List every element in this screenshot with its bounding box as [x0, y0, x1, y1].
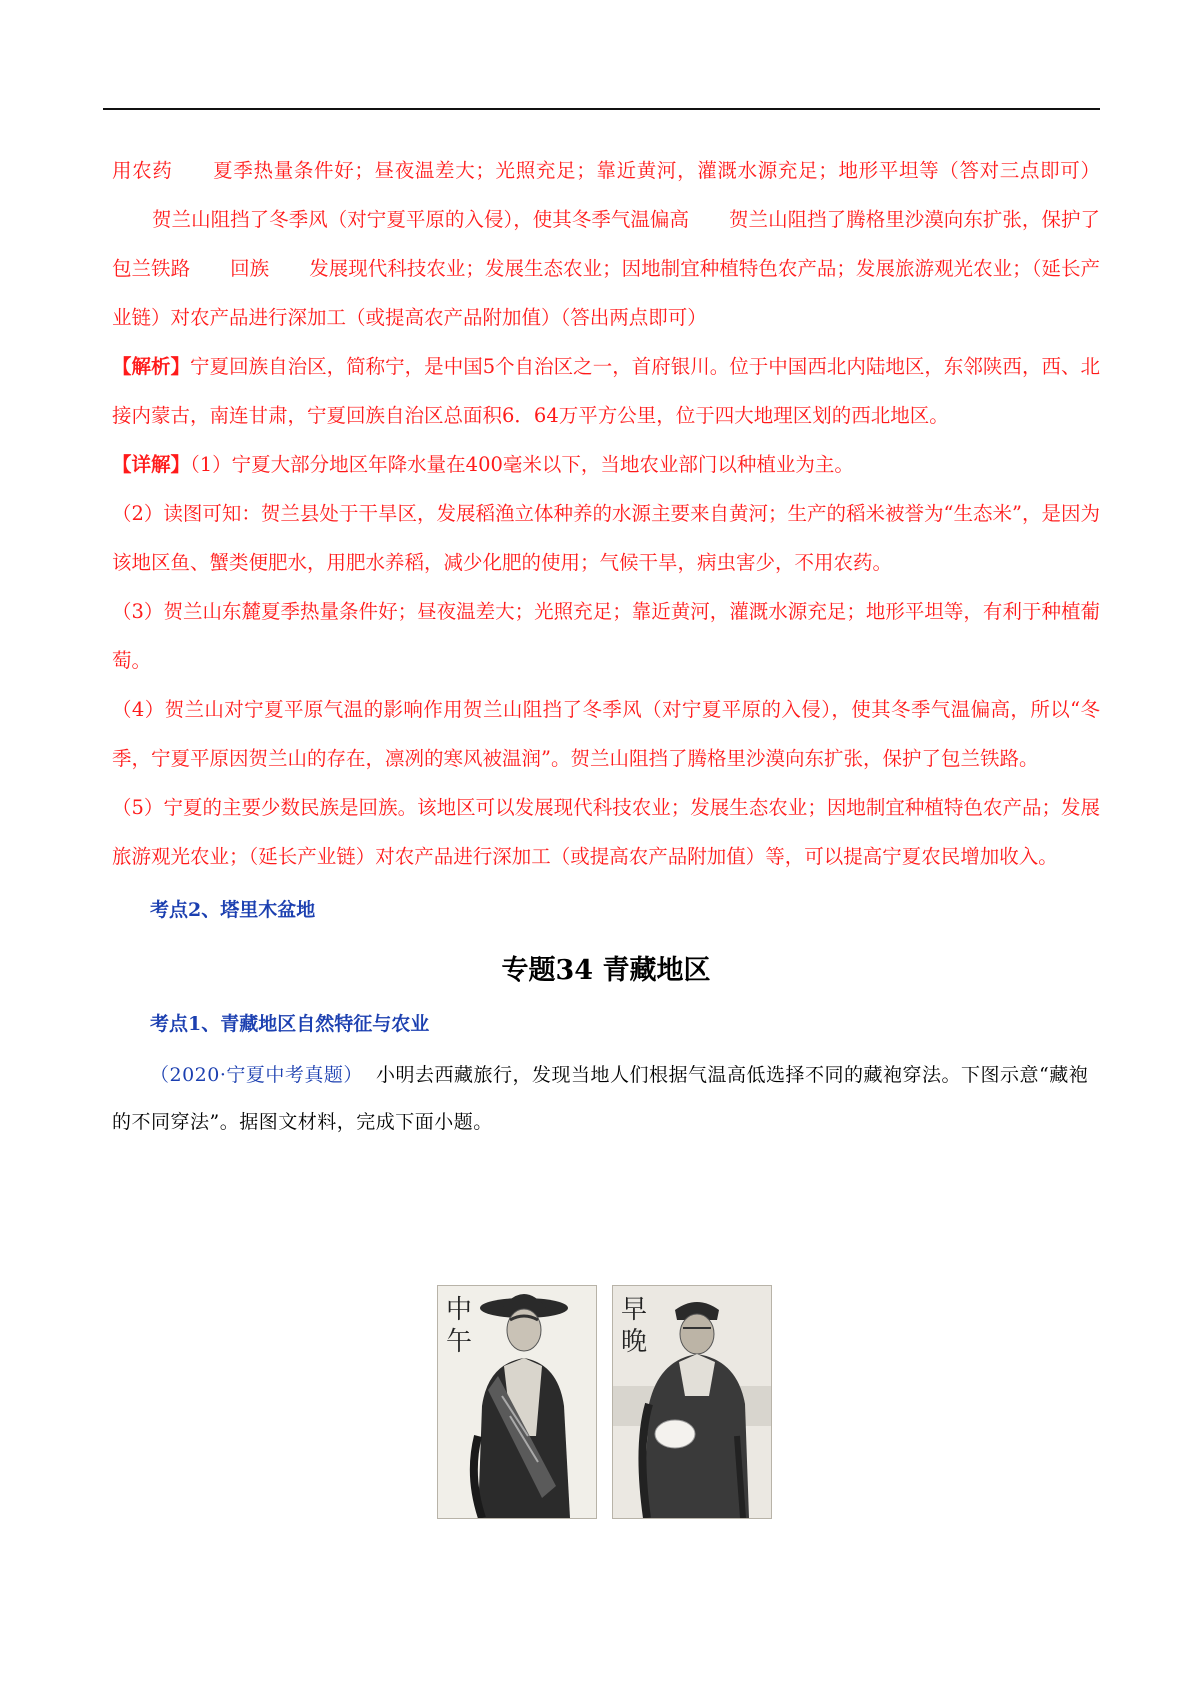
analysis-paragraph [112, 342, 1100, 440]
robe-figure [437, 1285, 787, 1517]
photo-noon [437, 1285, 597, 1519]
detail-paragraph-5: （5）宁夏的主要少数民族是回族。该地区可以发展现代科技农业；发展生态农业；因地制宜种植特色农产品；发展旅游观光农业；（延长产业链）对农产品进行深加工（或提高农产品附加值）等，可以提高宁夏农民增加收入。 [112, 796, 1100, 868]
answer-4: 贺兰山阻挡了腾格里沙漠向东扩张，保护了包兰铁路 [112, 208, 1100, 280]
question-source: （2020·宁夏中考真题） [150, 1064, 363, 1086]
answer-block [112, 146, 1100, 881]
morning-evening-label: 早晚 [621, 1295, 648, 1357]
answer-1: 用农药 [112, 159, 173, 182]
answer-3: 贺兰山阻挡了冬季风（对宁夏平原的入侵），使其冬季气温偏高 [152, 208, 689, 231]
page-content [112, 146, 1100, 1146]
answer-6: 发展现代科技农业；发展生态农业；因地制宜种植特色农产品；发展旅游观光农业；（延长产业链）对农产品进行深加工（或提高农产品附加值）（答出两点即可） [112, 257, 1100, 329]
kaodian-1-heading: 考点1、青藏地区自然特征与农业 [150, 1013, 430, 1035]
noon-label: 中午 [446, 1295, 473, 1357]
question-text: 小明去西藏旅行，发现当地人们根据气温高低选择不同的藏袍穿法。下图示意“藏袍的不同穿法”。据图文材料，完成下面小题。 [112, 1064, 1089, 1133]
detail-paragraph-2: （2）读图可知：贺兰县处于干旱区，发展稻渔立体种养的水源主要来自黄河；生产的稻米被誉为“生态米”，是因为该地区鱼、蟹类便肥水，用肥水养稻，减少化肥的使用；气候干旱，病虫害少，不用农药。 [112, 502, 1100, 574]
analysis-label: 【解析】 [112, 355, 191, 378]
photo-morning-evening [612, 1285, 772, 1519]
answer-2: 夏季热量条件好；昼夜温差大；光照充足；靠近黄河，灌溉水源充足；地形平坦等（答对三点即可） [212, 159, 1100, 182]
question-paragraph [112, 1052, 1100, 1146]
analysis-text: 宁夏回族自治区，简称宁，是中国5个自治区之一，首府银川。位于中国西北内陆地区，东邻陕西，西、北接内蒙古，南连甘肃，宁夏回族自治区总面积6．64万平方公里，位于四大地理区划的西北地区。 [112, 355, 1100, 427]
detail-paragraph-3: （3）贺兰山东麓夏季热量条件好；昼夜温差大；光照充足；靠近黄河，灌溉水源充足；地形平坦等，有利于种植葡萄。 [112, 600, 1100, 672]
answer-text [112, 146, 1100, 342]
answer-5: 回族 [230, 257, 270, 280]
detail-text-1: （1）宁夏大部分地区年降水量在400毫米以下，当地农业部门以种植业为主。 [190, 453, 854, 476]
topic-title: 专题34 青藏地区 [501, 955, 711, 986]
detail-paragraph-1 [112, 440, 1100, 489]
kaodian-2-heading: 考点2、塔里木盆地 [150, 899, 316, 921]
detail-paragraph-4: （4）贺兰山对宁夏平原气温的影响作用贺兰山阻挡了冬季风（对宁夏平原的入侵），使其冬季气温偏高，所以“冬季，宁夏平原因贺兰山的存在，凛冽的寒风被温润”。贺兰山阻挡了腾格里沙漠向东扩张，保护了包兰铁路。 [112, 698, 1100, 770]
header-rule [103, 108, 1100, 110]
detail-label: 【详解】 [112, 453, 191, 476]
